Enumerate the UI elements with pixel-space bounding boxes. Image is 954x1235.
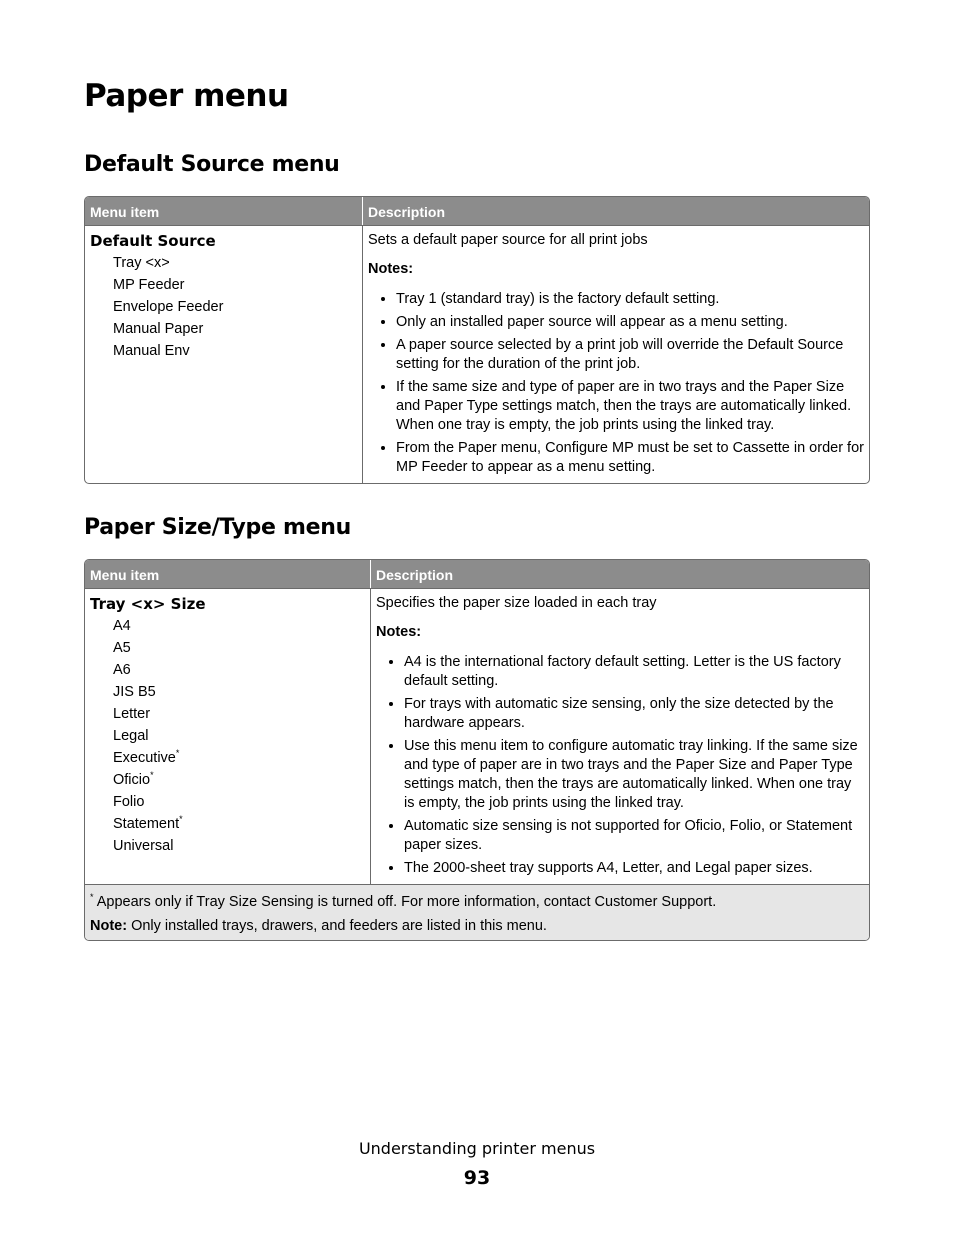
description-cell bbox=[362, 225, 869, 483]
footer-caption: Understanding printer menus bbox=[358, 1139, 596, 1158]
notes-label: Notes: bbox=[376, 624, 422, 640]
column-header-description: Description bbox=[362, 197, 869, 225]
page-title: Paper menu bbox=[84, 78, 289, 114]
notes-label: Notes: bbox=[368, 261, 414, 277]
table-footer-row bbox=[85, 884, 869, 940]
note-item: • The 2000-sheet tray supports A4, Letter, and Legal paper sizes. bbox=[404, 859, 864, 878]
note-item: • Use this menu item to configure automatic tray linking. If the same size and type of paper are in two trays and the Paper Size and Paper Type settings match, then the trays are automatically linked. When one tray is empty, the job prints using the linked tray. bbox=[404, 737, 864, 813]
note-text: Only installed trays, drawers, and feeders are listed in this menu. bbox=[131, 918, 547, 934]
table-row bbox=[85, 588, 869, 884]
option-item: Envelope Feeder bbox=[113, 299, 224, 315]
option-item: MP Feeder bbox=[113, 277, 185, 293]
description-text: Sets a default paper source for all print jobs bbox=[368, 232, 648, 248]
option-item: Executive* bbox=[113, 748, 180, 766]
menu-item-cell bbox=[85, 588, 370, 884]
option-item: JIS B5 bbox=[113, 684, 156, 700]
note-item: • Only an installed paper source will appear as a menu setting. bbox=[396, 313, 864, 332]
default-source-table bbox=[84, 196, 870, 484]
notes-list bbox=[368, 290, 864, 477]
notes-list bbox=[376, 653, 864, 878]
note-item: • If the same size and type of paper are in two trays and the Paper Size and Paper Type settings match, then the trays are automatically linked. When one tray is empty, the job prints using the linked tray. bbox=[396, 378, 864, 435]
page-number: 93 bbox=[463, 1167, 491, 1189]
option-item: Statement* bbox=[113, 814, 183, 832]
note-label: Note: bbox=[90, 918, 128, 934]
note-item: • A paper source selected by a print job will override the Default Source setting for the duration of the print job. bbox=[396, 336, 864, 374]
footnote-marker: * bbox=[150, 770, 154, 781]
menu-item-heading: Tray <x> Size bbox=[90, 595, 206, 613]
table-row bbox=[85, 225, 869, 483]
option-item: A6 bbox=[113, 662, 131, 678]
footnote bbox=[90, 890, 864, 914]
note-item: • From the Paper menu, Configure MP must be set to Cassette in order for MP Feeder to appear as a menu setting. bbox=[396, 439, 864, 477]
table-footnote-cell bbox=[85, 884, 869, 940]
description-cell bbox=[370, 588, 869, 884]
footnote-marker: * bbox=[175, 748, 180, 759]
footnote-text: Appears only if Tray Size Sensing is turned off. For more information, contact Customer Support. bbox=[96, 894, 717, 910]
menu-item-heading: Default Source bbox=[90, 232, 216, 250]
table-note bbox=[90, 914, 864, 938]
option-item: A4 bbox=[113, 618, 131, 634]
option-item: Manual Env bbox=[113, 343, 190, 359]
note-item: • For trays with automatic size sensing, only the size detected by the hardware appears. bbox=[404, 695, 864, 733]
note-item: • A4 is the international factory default setting. Letter is the US factory default setting. bbox=[404, 653, 864, 691]
footnote-marker: * bbox=[90, 892, 94, 903]
column-header-menu-item: Menu item bbox=[85, 560, 370, 588]
menu-item-cell bbox=[85, 225, 362, 483]
description-text: Specifies the paper size loaded in each tray bbox=[376, 595, 657, 611]
note-item: • Automatic size sensing is not supported for Oficio, Folio, or Statement paper sizes. bbox=[404, 817, 864, 855]
column-header-description: Description bbox=[370, 560, 869, 588]
option-item: A5 bbox=[113, 640, 131, 656]
table-header-row bbox=[85, 197, 869, 225]
section-title-default-source: Default Source menu bbox=[84, 152, 340, 177]
option-item: Folio bbox=[113, 794, 145, 810]
option-list bbox=[90, 615, 365, 857]
footnote-marker: * bbox=[179, 814, 183, 825]
option-item: Legal bbox=[113, 728, 149, 744]
table-header-row bbox=[85, 560, 869, 588]
option-item: Manual Paper bbox=[113, 321, 204, 337]
column-header-menu-item: Menu item bbox=[85, 197, 362, 225]
option-item: Tray <x> bbox=[113, 255, 170, 271]
paper-size-type-table bbox=[84, 559, 870, 941]
option-item: Oficio* bbox=[113, 770, 154, 788]
option-item: Universal bbox=[113, 838, 174, 854]
note-item: • Tray 1 (standard tray) is the factory default setting. bbox=[396, 290, 864, 309]
section-title-paper-size-type: Paper Size/Type menu bbox=[84, 515, 351, 540]
option-list bbox=[90, 252, 357, 362]
option-item: Letter bbox=[113, 706, 151, 722]
